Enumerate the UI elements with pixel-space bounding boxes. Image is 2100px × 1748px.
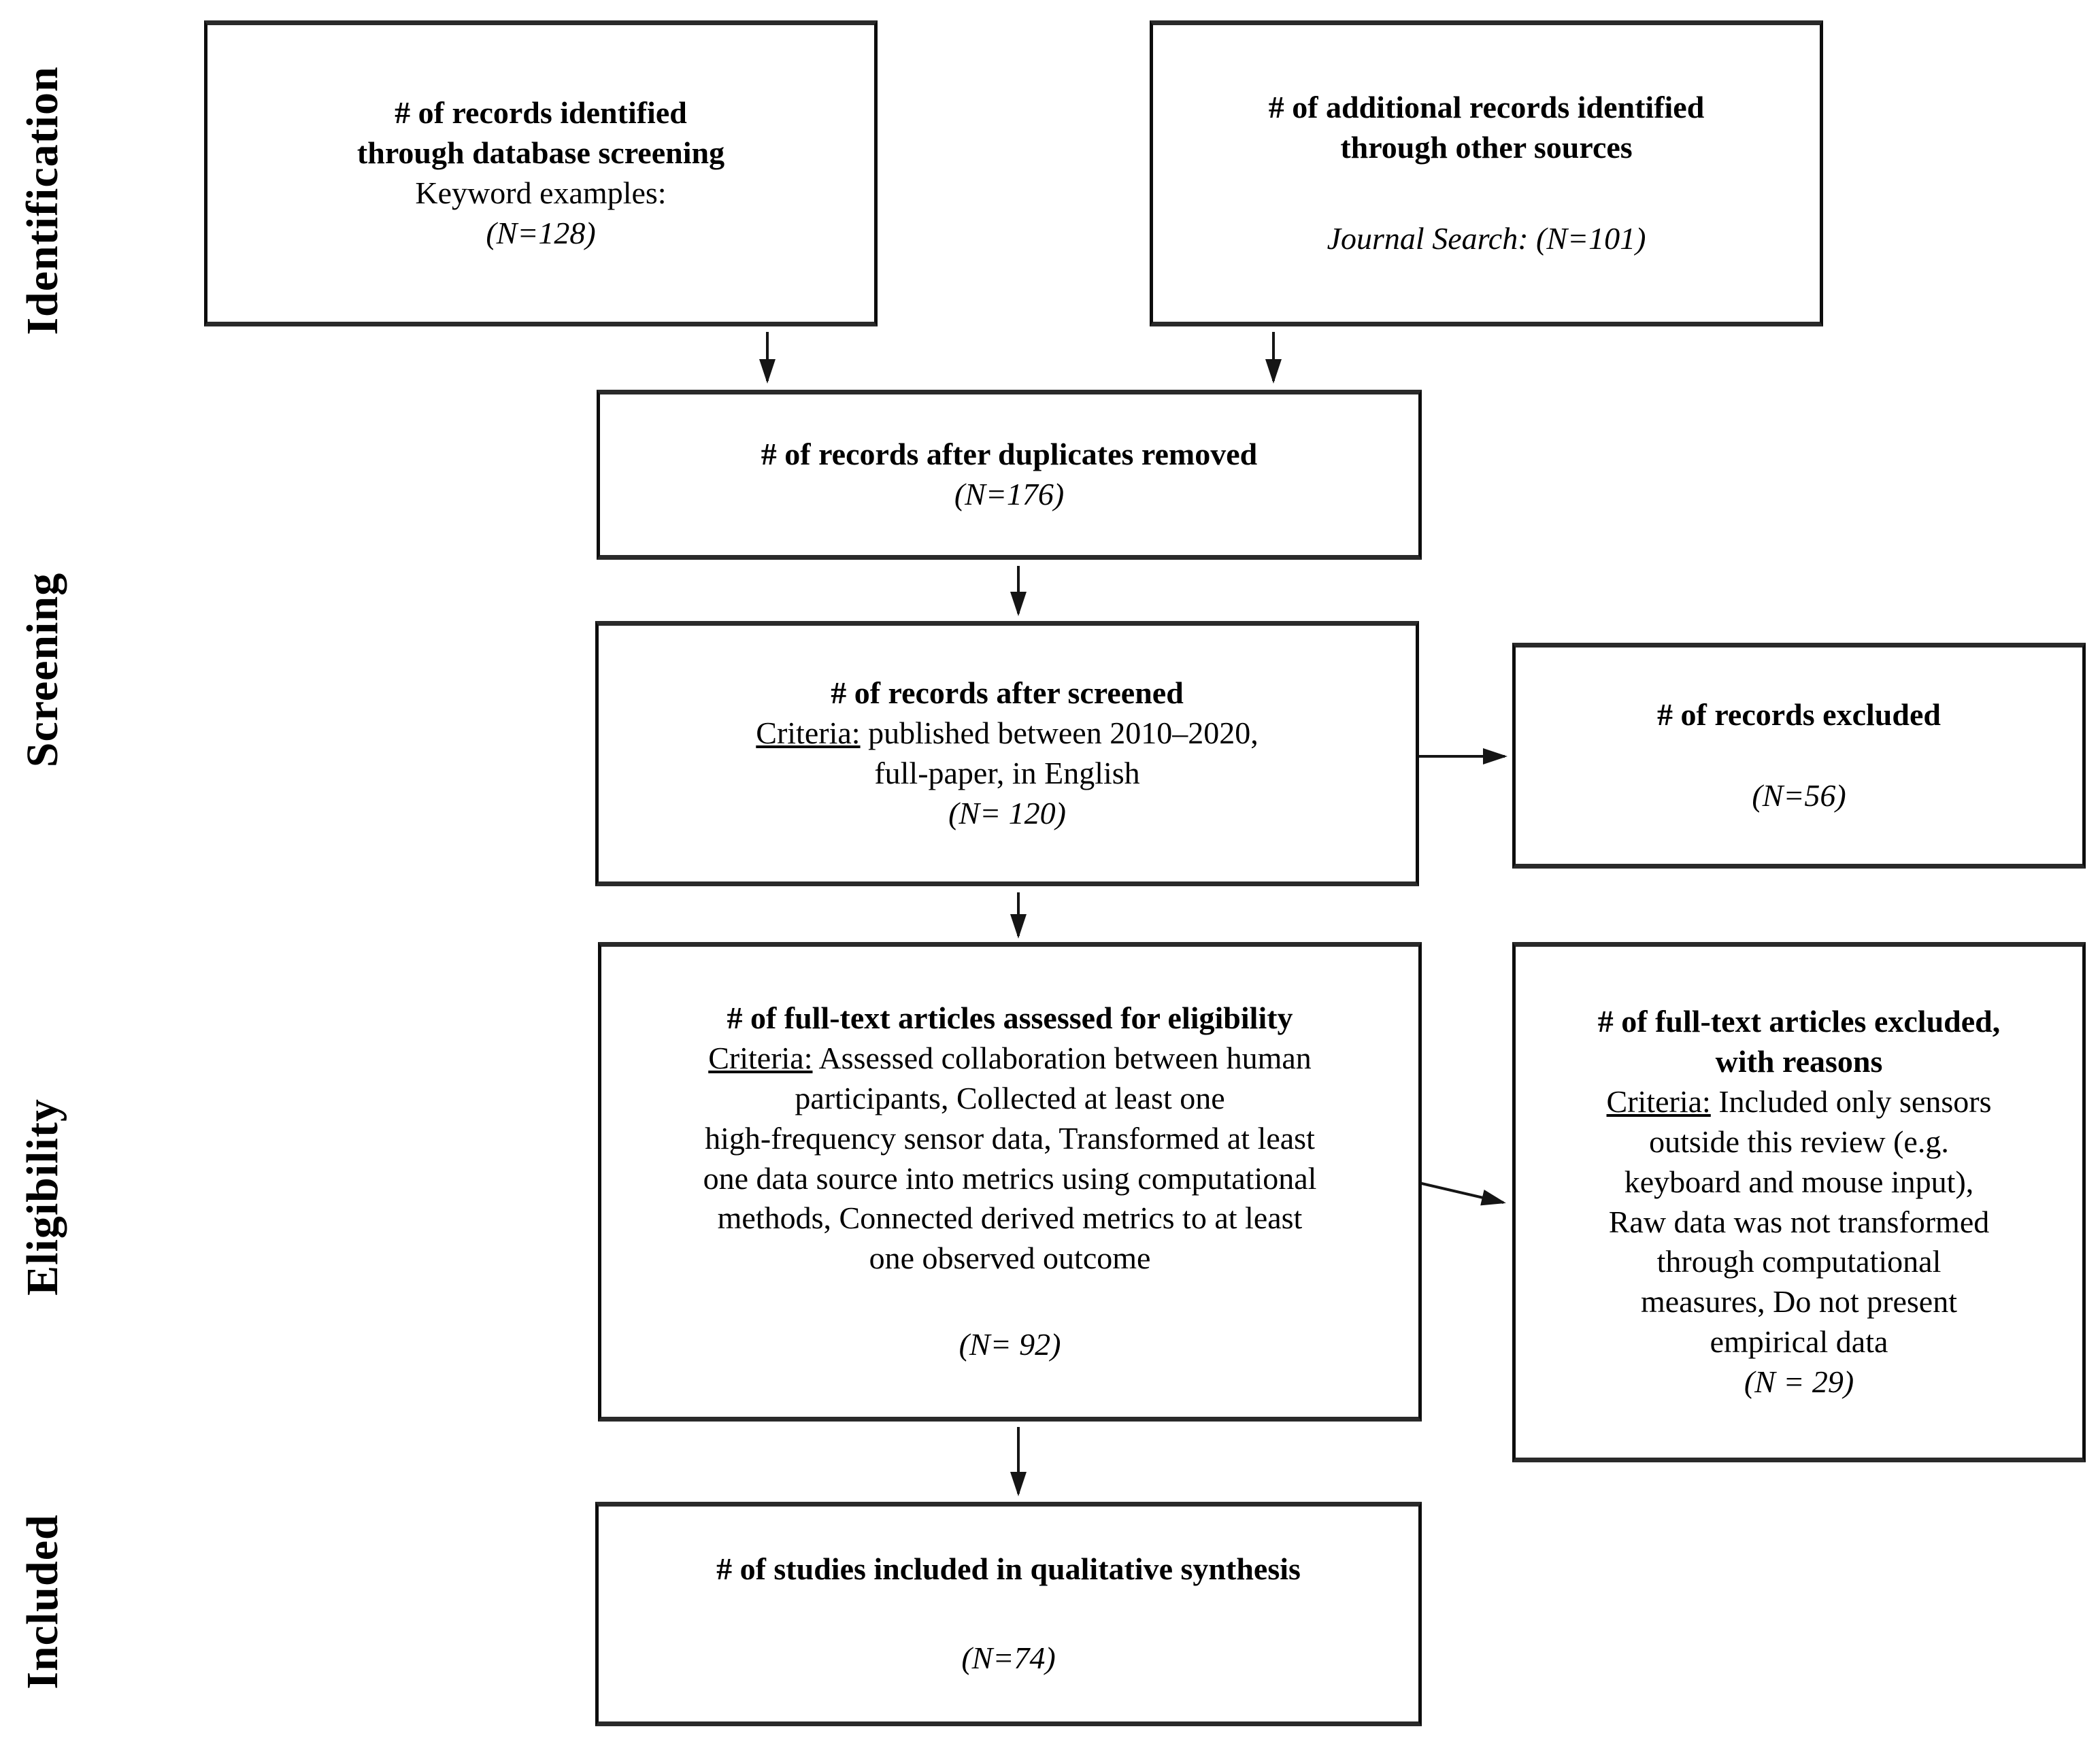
stage-label-eligibility: Eligibility (18, 1098, 67, 1296)
box-duplicates-removed (597, 390, 1422, 560)
box-eligibility-criteria-rest: Assessed collaboration between human (812, 1040, 1312, 1075)
box-ftexcluded-criteria-line1 (1607, 1082, 1992, 1122)
box-eligibility-assessed (598, 942, 1422, 1422)
box-excluded-title: # of records excluded (1657, 697, 1941, 733)
box-ftexcluded-criteria-label: Criteria: (1606, 1083, 1711, 1119)
box-ftexcluded-criteria-line4: Raw data was not transformed (1608, 1204, 1990, 1239)
box-other-title-line2: through other sources (1340, 130, 1633, 165)
stage-label-included: Included (18, 1514, 67, 1690)
box-records-screened (595, 621, 1419, 886)
box-database-count: (N=128) (486, 215, 596, 250)
box-included-title: # of studies included in qualitative synthesis (716, 1551, 1301, 1587)
box-screened-criteria-label: Criteria: (756, 716, 861, 751)
box-fulltext-excluded (1512, 942, 2086, 1462)
box-qualitative-synthesis (595, 1502, 1422, 1726)
box-ftexcluded-title-line1: # of full-text articles excluded, (1597, 1004, 2001, 1039)
box-screened-title: # of records after screened (831, 675, 1184, 711)
box-screened-count: (N= 120) (948, 795, 1066, 830)
box-excluded-count: (N=56) (1752, 778, 1846, 813)
box-eligibility-count: (N= 92) (959, 1327, 1061, 1362)
box-other-sources (1150, 20, 1823, 326)
box-ftexcluded-criteria-rest: Included only sensors (1710, 1083, 1992, 1119)
box-screened-criteria-line2: full-paper, in English (874, 756, 1140, 790)
box-ftexcluded-count: (N = 29) (1744, 1364, 1854, 1399)
box-eligibility-criteria-line1 (708, 1039, 1312, 1079)
box-database-title-line1: # of records identified (395, 95, 687, 131)
box-records-excluded (1512, 643, 2086, 869)
box-duplicates-count: (N=176) (954, 477, 1065, 511)
stage-label-identification: Identification (18, 66, 67, 335)
stage-label-screening: Screening (18, 572, 67, 768)
box-eligibility-criteria-line5: methods, Connected derived metrics to at least (717, 1200, 1303, 1236)
box-eligibility-criteria-line4: one data source into metrics using computational (703, 1160, 1317, 1196)
box-other-title-line1: # of additional records identified (1268, 90, 1705, 125)
box-eligibility-criteria-line3: high-frequency sensor data, Transformed at least (705, 1120, 1315, 1156)
arrow-eligibility-to-ftexcluded-icon (1413, 1181, 1503, 1203)
box-ftexcluded-criteria-line2: outside this review (e.g. (1649, 1124, 1949, 1159)
box-ftexcluded-criteria-line6: measures, Do not present (1641, 1284, 1957, 1320)
box-database-subtitle: Keyword examples: (415, 175, 667, 210)
box-screened-criteria-line1 (756, 713, 1258, 754)
box-eligibility-criteria-line6: one observed outcome (869, 1241, 1151, 1276)
box-duplicates-title: # of records after duplicates removed (761, 437, 1258, 472)
box-other-count: Journal Search: (N=101) (1327, 220, 1646, 256)
box-ftexcluded-criteria-line3: keyboard and mouse input), (1624, 1164, 1974, 1199)
box-ftexcluded-criteria-line7: empirical data (1710, 1324, 1888, 1360)
box-database-records (204, 20, 878, 326)
box-ftexcluded-title-line2: with reasons (1715, 1044, 1883, 1079)
box-eligibility-criteria-line2: participants, Collected at least one (795, 1080, 1225, 1115)
box-included-count: (N=74) (961, 1641, 1056, 1675)
box-database-title-line2: through database screening (356, 135, 725, 171)
box-eligibility-title: # of full-text articles assessed for eligibility (727, 1001, 1293, 1035)
box-screened-criteria-rest: published between 2010–2020, (860, 716, 1259, 751)
box-eligibility-criteria-label: Criteria: (708, 1040, 813, 1075)
box-ftexcluded-criteria-line5: through computational (1656, 1244, 1941, 1279)
